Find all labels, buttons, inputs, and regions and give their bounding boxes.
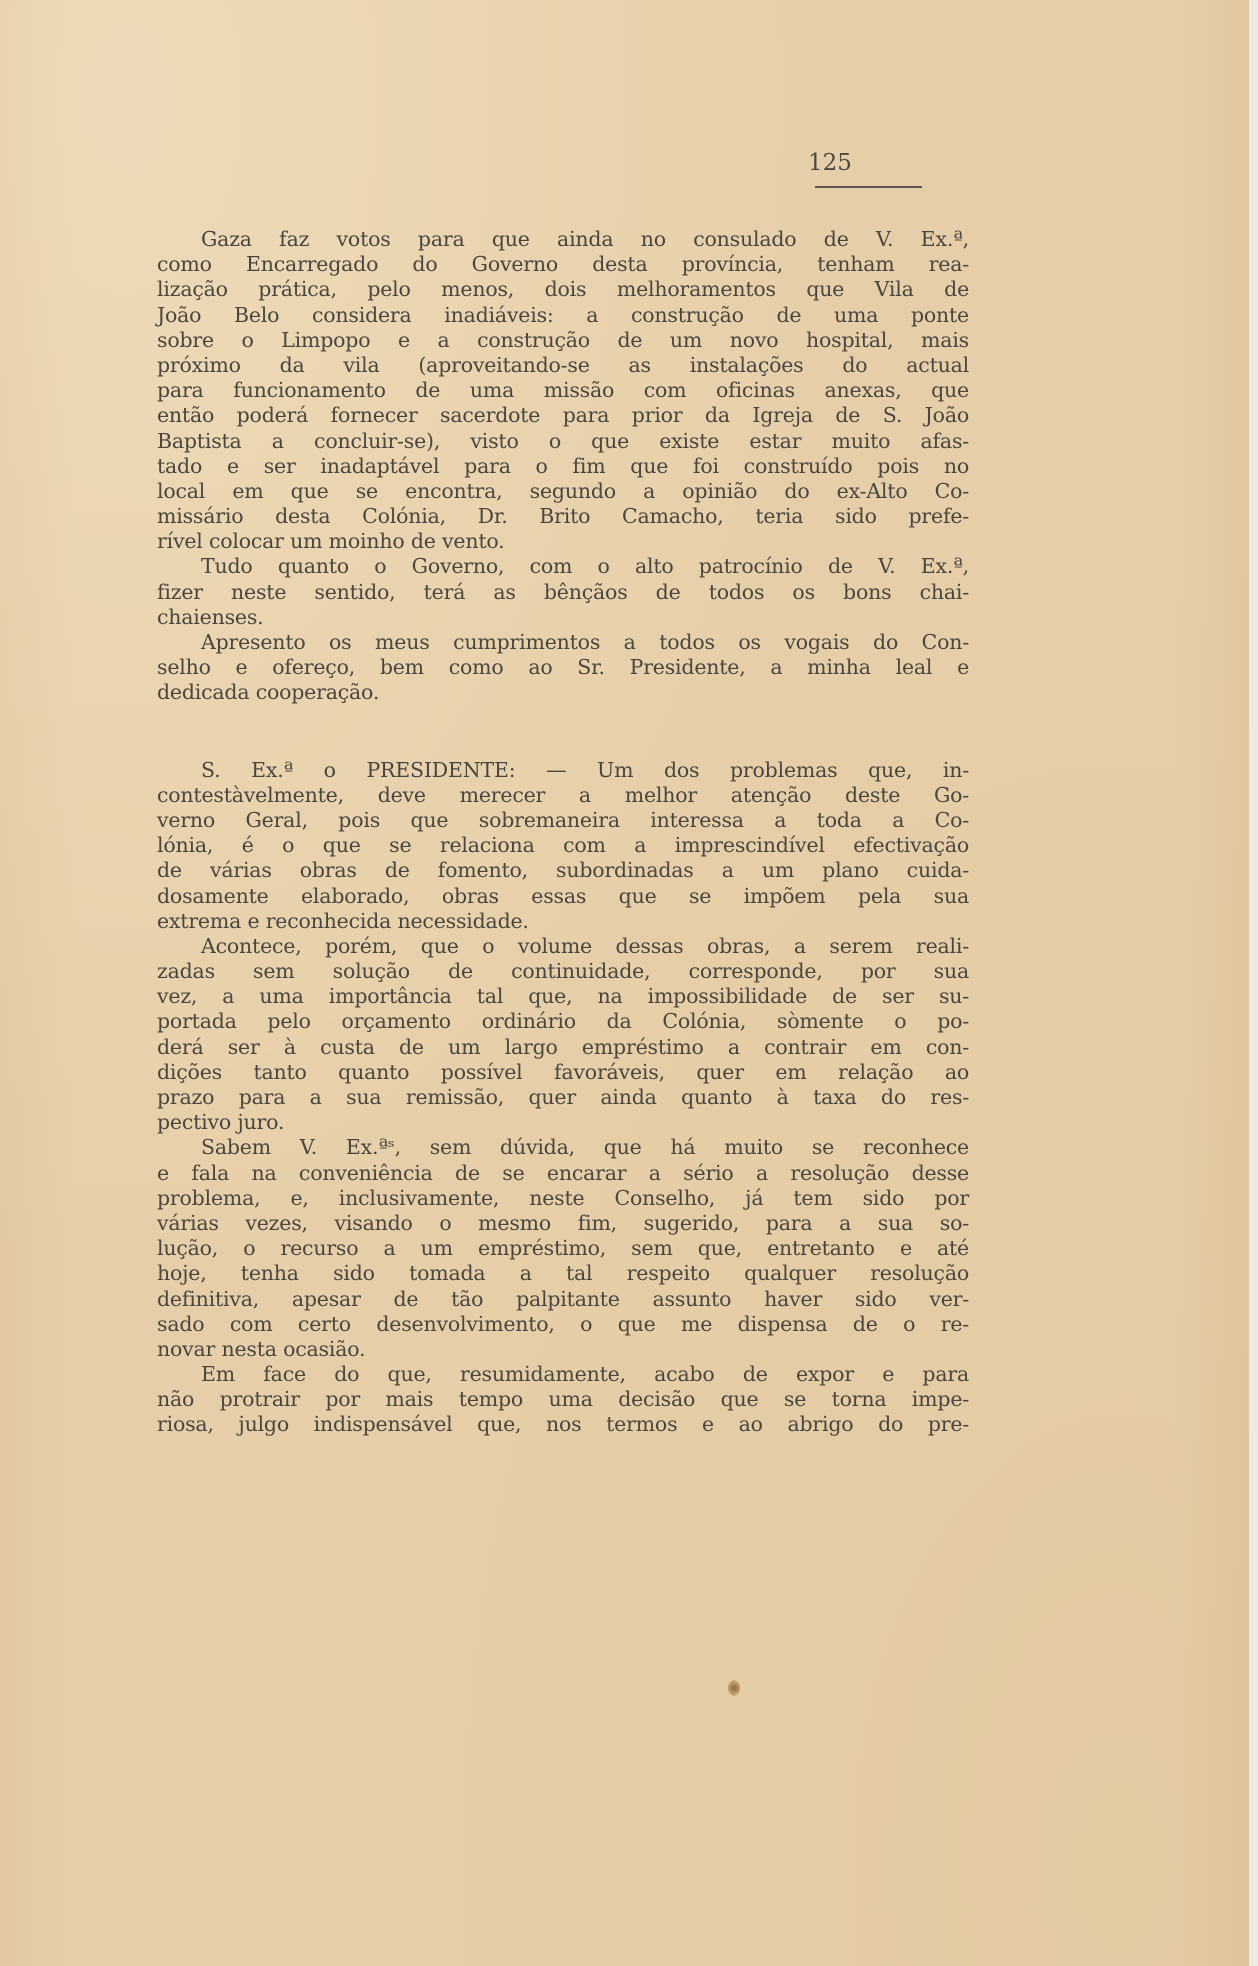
text-line: contestàvelmente, deve merecer a melhor atenção deste Go- [157, 782, 969, 807]
text-line: S. Ex.ª o PRESIDENTE: — Um dos problemas que, in- [201, 757, 969, 782]
text-line: Em face do que, resumidamente, acabo de expor e para [201, 1362, 969, 1387]
page-number: 125 [808, 150, 852, 176]
text-line: local em que se encontra, segundo a opinião do ex-Alto Co- [157, 478, 969, 503]
text-line: como Encarregado do Governo desta província, tenham rea- [157, 252, 969, 277]
text-line: sobre o Limpopo e a construção de um novo hospital, mais [157, 327, 969, 352]
text-line: dosamente elaborado, obras essas que se impõem pela sua [157, 883, 969, 908]
text-line: rível colocar um moinho de vento. [157, 529, 505, 554]
text-line: zadas sem solução de continuidade, corresponde, por sua [157, 959, 969, 984]
text-line: João Belo considera inadiáveis: a construção de uma ponte [157, 302, 969, 327]
body-text [157, 227, 969, 1438]
text-line: selho e ofereço, bem como ao Sr. Presidente, a minha leal e [157, 655, 969, 680]
paragraph [157, 1135, 969, 1362]
text-line: chaienses. [157, 604, 264, 629]
text-line: próximo da vila (aproveitando-se as instalações do actual [157, 352, 969, 377]
paragraph [157, 1362, 969, 1438]
paragraph [157, 934, 969, 1136]
text-line: Tudo quanto o Governo, com o alto patrocínio de V. Ex.ª, [201, 554, 969, 579]
text-line: definitiva, apesar de tão palpitante assunto haver sido ver- [157, 1286, 969, 1311]
text-line: Sabem V. Ex.ªˢ, sem dúvida, que há muito se reconhece [201, 1135, 969, 1160]
paragraph [157, 554, 969, 630]
text-line: dições tanto quanto possível favoráveis, quer em relação ao [157, 1059, 969, 1084]
text-line: missário desta Colónia, Dr. Brito Camacho, teria sido prefe- [157, 504, 969, 529]
text-line: tado e ser inadaptável para o fim que foi construído pois no [157, 453, 969, 478]
text-line: não protrair por mais tempo uma decisão que se torna impe- [157, 1387, 969, 1412]
text-line: Baptista a concluir-se), visto o que existe estar muito afas- [157, 428, 969, 453]
text-line: para funcionamento de uma missão com oficinas anexas, que [157, 378, 969, 403]
paragraph [157, 630, 969, 706]
page-number-rule [815, 186, 922, 188]
paragraph [157, 227, 969, 554]
text-line: sado com certo desenvolvimento, o que me dispensa de o re- [157, 1311, 969, 1336]
text-line: várias vezes, visando o mesmo fim, sugerido, para a sua so- [157, 1210, 969, 1235]
paragraph-president-speech [157, 758, 969, 934]
section-gap [157, 706, 969, 758]
ink-stain-mark [728, 1680, 740, 1696]
text-line: Acontece, porém, que o volume dessas obras, a serem reali- [201, 933, 969, 958]
text-line: lização prática, pelo menos, dois melhoramentos que Vila de [157, 277, 969, 302]
text-line: e fala na conveniência de se encarar a sério a resolução desse [157, 1160, 969, 1185]
text-line: então poderá fornecer sacerdote para prior da Igreja de S. João [157, 403, 969, 428]
text-line: fizer neste sentido, terá as bênçãos de todos os bons chai- [157, 579, 969, 604]
text-line: de várias obras de fomento, subordinadas a um plano cuida- [157, 858, 969, 883]
text-line: portada pelo orçamento ordinário da Colónia, sòmente o po- [157, 1009, 969, 1034]
text-line: hoje, tenha sido tomada a tal respeito qualquer resolução [157, 1261, 969, 1286]
text-line: extrema e reconhecida necessidade. [157, 908, 529, 933]
text-line: dedicada cooperação. [157, 680, 380, 705]
text-line: pectivo juro. [157, 1110, 285, 1135]
text-line: Gaza faz votos para que ainda no consulado de V. Ex.ª, [201, 227, 969, 251]
scan-edge [1249, 0, 1258, 1966]
text-line: riosa, julgo indispensável que, nos termos e ao abrigo do pre- [157, 1412, 969, 1437]
text-line: Apresento os meus cumprimentos a todos os vogais do Con- [201, 630, 969, 654]
text-line: verno Geral, pois que sobremaneira interessa a toda a Co- [157, 807, 969, 832]
text-line: lónia, é o que se relaciona com a imprescindível efectivação [157, 833, 969, 858]
text-line: derá ser à custa de um largo empréstimo a contrair em con- [157, 1034, 969, 1059]
text-line: prazo para a sua remissão, quer ainda quanto à taxa do res- [157, 1085, 969, 1109]
text-line: novar nesta ocasião. [157, 1336, 366, 1361]
text-line: lução, o recurso a um empréstimo, sem que, entretanto e até [157, 1236, 969, 1261]
text-line: problema, e, inclusivamente, neste Conselho, já tem sido por [157, 1185, 969, 1210]
text-line: vez, a uma importância tal que, na impossibilidade de ser su- [157, 984, 969, 1009]
